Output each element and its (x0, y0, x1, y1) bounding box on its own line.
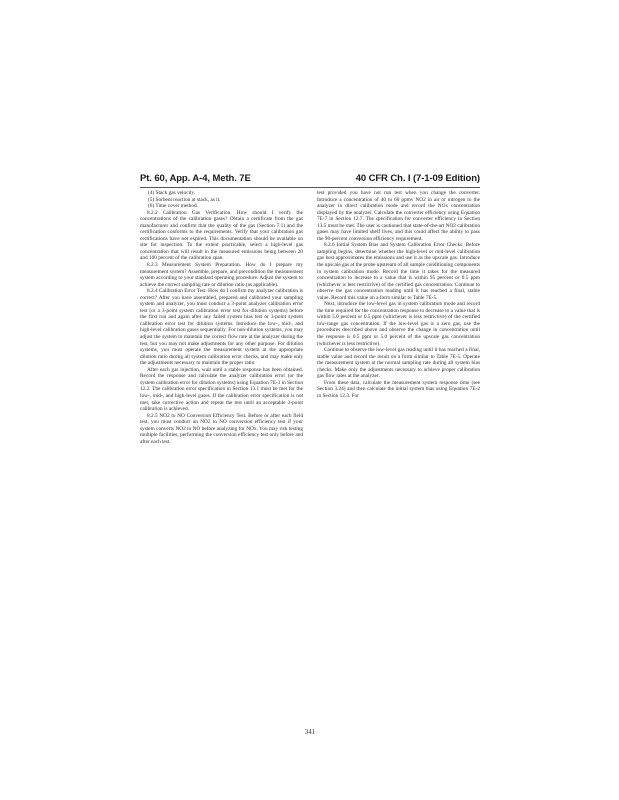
paragraph: 8.2.4 Calibration Error Test. How do I confirm my analyzer calibration is correct? After you have assembled, prepared and calibrated your sampling system and analyzer, you must conduct a 3-point analyzer calibration error test (or a 3-point system calibration error test for dilution systems) before the first run and again after any failed system bias test or 3-point system calibration error test for dilution systems. Introduce the low-, mid-, and high-level calibration gases sequentially. For non-dilution systems, you may adjust the system to maintain the correct flow rate at the analyzer during the test, but you may not make adjustments for any other purpose. For dilution systems, you must operate the measurement system at the appropriate dilution ratio during all system calibration error checks, and may make only the adjustments necessary to maintain the proper ratio. (140, 288, 303, 367)
paragraph: (4) Stack gas velocity. (148, 190, 196, 196)
paragraph: (5) Sorbent reaction at stack, as it. (148, 196, 221, 203)
paragraph: 8.2.5 NO2 to NO Conversion Efficiency Test. Before or after each field test, you must conduct an NO2 to NO conversion efficiency test if your system converts NO2 to NO before analyzing for NOx. You may risk testing multiple facilities, performing the conversion efficiency test only before and after each test. (140, 412, 303, 445)
paragraph: test provided you have not run test when you change the converter. Introduce a concentration of 40 to 60 ppmv NO2 in air or nitrogen to the analyzer in direct calibration mode and record the NOx concentration displayed by the analyzer. Calculate the converter efficiency using Equation 7E-7 in Section 12.7. The specification for converter efficiency in Section 13.5 must be met. The user is cautioned that state-of-the-art NO2 calibration gases may have limited shelf lives, and this could affect the ability to pass the 90-percent conversion efficiency requirement. (317, 190, 480, 242)
header-section-citation: Pt. 60, App. A-4, Meth. 7E (140, 173, 251, 184)
paragraph: 8.2.3 Measurement System Preparation. How do I prepare my measurement system? Assemble, prepare, and precondition the measurement system according to your standard operating procedure. Adjust the system to achieve the correct sampling rate or dilution ratio (as applicable). (140, 262, 303, 288)
left-text-column (140, 190, 303, 445)
right-text-column (317, 190, 480, 400)
paragraph: After each gas injection, wait until a stable response has been obtained. Record the response and calculate the analyzer calibration error (or the system calibration error for dilution systems) using Equation 7E-1 in Section 12.2. The calibration error specification in Section 13.1 must be met for the low-, mid-, and high-level gases. If the calibration error specification is not met, take corrective action and repeat the test until an acceptable 3-point calibration is achieved. (140, 366, 303, 413)
paragraph: Continue to observe the low-level gas reading until it has reached a final, stable value and record the result on a form similar to Table 7E-5. Operate the measurement system at the normal sampling rate during all system bias checks. Make only the adjustments necessary to achieve proper calibration gas flow rates at the analyzer. (317, 347, 480, 380)
header-rule (140, 187, 480, 188)
paragraph: 8.2.6 Initial System Bias and System Calibration Error Checks. Before sampling begins, determine whether the high-level or mid-level calibration gas best approximates the emissions and use it as the upscale gas. Introduce the upscale gas at the probe upstream of all sample conditioning components in system calibration mode. Record the time it takes for the measured concentration to increase to a value that is within 95 percent or 0.5 ppm (whichever is less restrictive) of the certified gas concentration. Continue to observe the gas concentration reading until it has reached a final, stable value. Record this value on a form similar to Table 7E-5. (317, 242, 480, 301)
paragraph: 8.2.2 Calibration Gas Verification. How should I verify the concentrations of the calibration gases? Obtain a certificate from the gas manufacturer and confirm that the quality of the gas (Section 7.1) and the certification conforms to the requirements. Verify that your calibration gas certifications have not expired. This documentation should be available on site for inspection. To the extent practicable, select a high-level gas concentration that will result in the measured emissions being between 20 and 100 percent of the calibration span. (140, 209, 303, 262)
paragraph: Next, introduce the low-level gas in system calibration mode and record the time required for the concentration response to decrease to a value that is within 5.0 percent or 0.5 ppm (whichever is less restrictive) of the certified low-range gas concentration. If the low-level gas is a zero gas, use the procedures described above and observe the change in concentration until the response is 0.5 ppm or 5.0 percent of the upscale gas concentration (whichever is less restrictive). (317, 301, 480, 347)
paragraph: (6) Time cover method. (148, 203, 199, 210)
paragraph: From these data, calculate the measurement system response time (see Section 3.24) and then calculate the initial system bias using Equation 7E-2 in Section 12.3. For (317, 379, 480, 399)
running-header (140, 173, 480, 187)
page-number: 341 (304, 728, 316, 736)
header-edition: 40 CFR Ch. I (7-1-09 Edition) (355, 173, 480, 184)
